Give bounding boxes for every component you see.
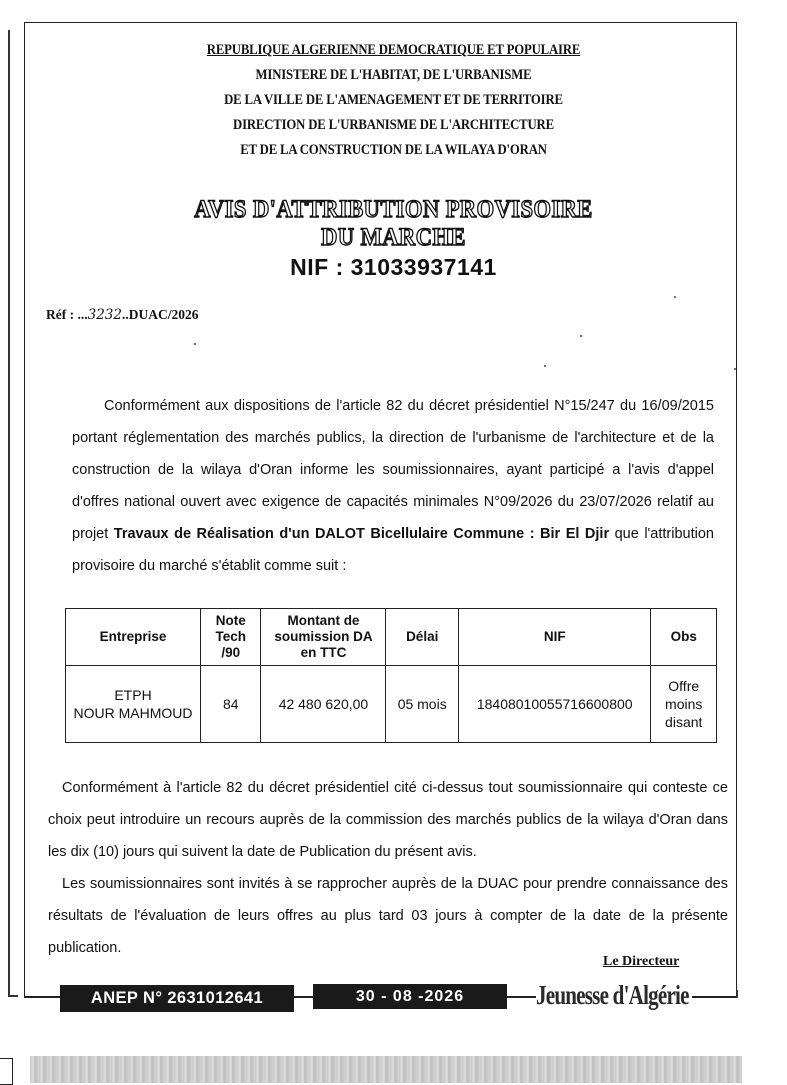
scan-speck [734,368,736,370]
scan-bottom-strip [30,1056,742,1083]
reference-number: 3232 [87,307,122,323]
intro-text-b: que l'attribution provisoire du marché s'établit comme suit : [72,526,714,574]
table-row [66,666,717,743]
table-header-row [66,609,717,666]
scan-speck [544,365,546,367]
col-note-tech: Note Tech /90 [201,609,261,666]
col-entreprise: Entreprise [66,609,201,666]
obs-line1: Offre [668,678,700,694]
scan-left-edge [8,30,10,995]
reference-label: Réf : ... [46,307,88,322]
obs-line2: moins [665,696,703,712]
header-ministry: MINISTERE DE L'HABITAT, DE L'URBANISME [255,67,532,83]
notice-title [39,196,747,252]
scan-speck [674,296,676,298]
cell-obs [651,666,717,743]
attribution-table [65,608,717,743]
notice-title-line2: DU MARCHE [321,224,466,251]
cell-montant: 42 480 620,00 [261,666,386,743]
col-obs: Obs [651,609,717,666]
newspaper-logo: Jeunesse d'Algérie [536,978,692,1012]
closing-paragraphs [48,772,728,964]
notice-nif: NIF : 31033937141 [290,254,497,280]
results-paragraph: Les soumissionnaires sont invités à se rapprocher auprès de la DUAC pour prendre connaissance des résultats de l'évaluation de leurs offres au plus tard 03 jours à compter de la date de la présente publication. [48,876,728,956]
header-direction: DIRECTION DE L'URBANISME DE L'ARCHITECTURE [233,117,554,133]
anep-number-badge: ANEP N° 2631012641 [60,985,294,1012]
header-ministry-cont: DE LA VILLE DE L'AMENAGEMENT ET DE TERRITOIRE [224,92,563,108]
header-direction-cont: ET DE LA CONSTRUCTION DE LA WILAYA D'ORAN [240,142,547,158]
entreprise-line2: NOUR MAHMOUD [73,705,193,721]
cell-entreprise [66,666,201,743]
col-montant: Montant de soumission DA en TTC [261,609,386,666]
intro-text-a: Conformément aux dispositions de l'article 82 du décret présidentiel N°15/247 du 16/09/2015 portant réglementation des marchés publics, la direction de l'urbanisme de l'architecture et de la construction de la wilaya d'Oran informe les soumissionnaires, ayant participé a l'avis d'appel d'offres national ouvert avec exigence de capacités minimales N°09/2026 du 23/07/2026 relatif au projet [72,398,714,542]
obs-line3: disant [665,714,703,730]
cell-nif: 18408010055716600800 [458,666,650,743]
recourse-paragraph: Conformément à l'article 82 du décret présidentiel cité ci-dessus tout soumissionnaire qui conteste ce choix peut introduire un recours auprès de la commission des marchés publics de la wilaya d'Oran dans les dix (10) jours qui suivent la date de Publication du présent avis. [48,780,728,860]
reference [46,307,198,323]
col-nif: NIF [458,609,650,666]
col-delai: Délai [386,609,459,666]
intro-paragraph [72,390,714,582]
signature-title: Le Directeur [603,954,680,969]
publication-date-badge: 30 - 08 -2026 [313,984,507,1009]
header-republic: REPUBLIQUE ALGERIENNE DEMOCRATIQUE ET POPULAIRE [206,42,581,58]
scan-right-tick [736,990,738,998]
official-header [0,38,787,163]
scan-speck [194,343,196,345]
reference-suffix: ..DUAC/2026 [121,307,199,322]
entreprise-line1: ETPH [114,687,152,703]
scan-corner-box [0,1058,13,1085]
scan-left-tick [8,995,18,997]
intro-project-name: Travaux de Réalisation d'un DALOT Bicellulaire Commune : Bir El Djir [113,526,610,542]
notice-title-line1: AVIS D'ATTRIBUTION PROVISOIRE [194,196,593,223]
cell-note: 84 [201,666,261,743]
scan-speck [580,335,582,337]
cell-delai: 05 mois [386,666,459,743]
